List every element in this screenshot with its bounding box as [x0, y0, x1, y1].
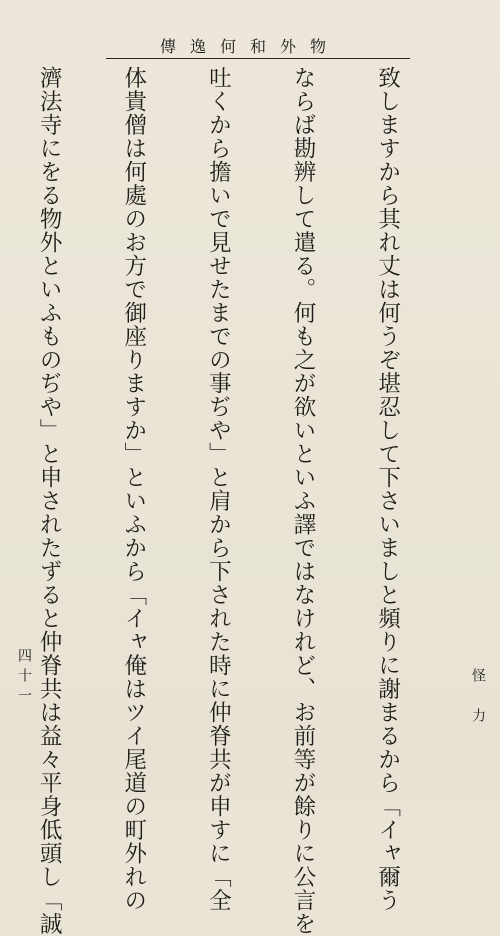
body-text [0, 66, 458, 936]
text-line: 体貴僧は何處のお方で御座りますか」といふから「イャ俺はツイ尾道の町外れの [120, 66, 147, 912]
section-title: 怪力 [470, 668, 486, 748]
running-header-title: 傳逸何和外物 [159, 37, 340, 56]
text-line: ならば勘辨して遣る。何も之が欲いといふ譯ではなけれど、お前等が餘りに公言を [289, 66, 316, 936]
text-line: 濟法寺にをる物外といふものぢや」と申されたずると仲脊共は益々平身低頭し「誠 [36, 66, 63, 936]
text-line: 吐くから擔いで見せたまでの事ぢや」と肩から下された時に仲脊共が申すに「全 [205, 66, 232, 912]
page-number: 四十一 [16, 648, 32, 708]
text-line: 致しますから其れ丈は何うぞ堪忍して下さいましと頻りに謝まるから「イャ爾う [374, 66, 401, 912]
header-rule [106, 58, 410, 59]
